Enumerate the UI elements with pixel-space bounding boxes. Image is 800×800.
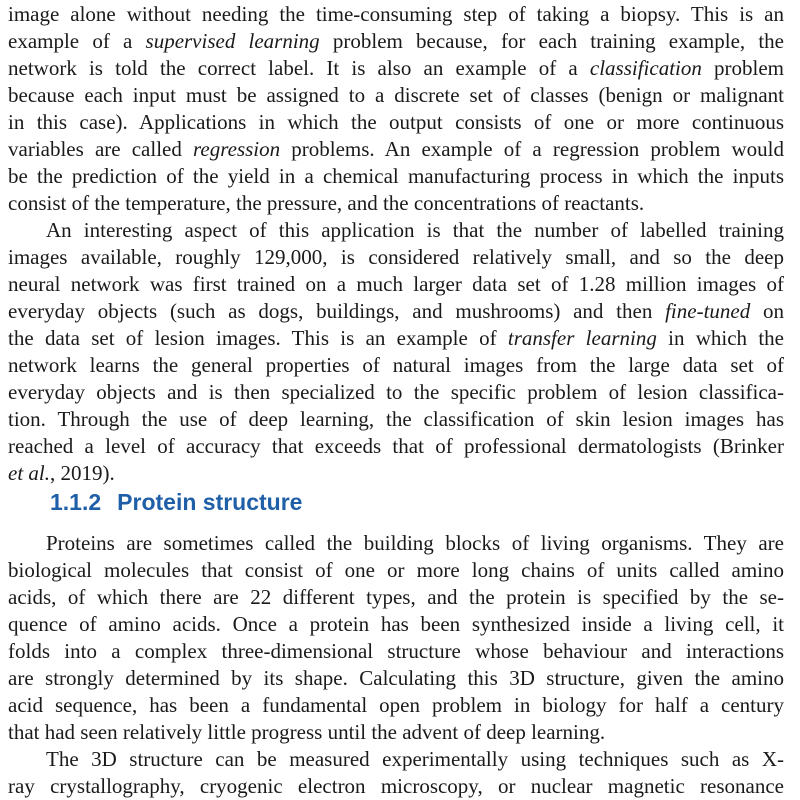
text-line: everyday objects and is then specialized to the specific problem of lesion classifica- [8,380,784,404]
text-line: consist of the temperature, the pressure, and the concentrations of reactants. [8,191,645,215]
text-line: images available, roughly 129,000, is considered relatively small, and so the deep [8,245,784,269]
text-line: quence of amino acids. Once a protein has been synthesized inside a living cell, it [8,612,784,636]
text-line: everyday objects (such as dogs, buildings, and mushrooms) and then fine-tuned on [8,299,784,323]
section-heading [50,487,302,517]
emphasized-term: regression [193,137,281,161]
text-line: example of a supervised learning problem because, for each training example, the [8,29,784,53]
text-line: tion. Through the use of deep learning, the classification of skin lesion images has [8,407,784,431]
text-line: variables are called regression problems. An example of a regression problem would [8,137,784,161]
section-title: Protein structure [117,489,303,515]
text-line: that had seen relatively little progress until the advent of deep learning. [8,720,606,744]
text-line: because each input must be assigned to a discrete set of classes (benign or malignant [8,83,784,107]
emphasized-term: et al. [8,461,50,485]
paragraph-start-line: An interesting aspect of this application is that the number of labelled training [46,218,784,242]
text-line: image alone without needing the time-consuming step of taking a biopsy. This is an [8,2,784,26]
text-line: network is told the correct label. It is also an example of a classification problem [8,56,785,80]
text-line: network learns the general properties of natural images from the large data set of [8,353,784,377]
text-line: ray crystallography, cryogenic electron microscopy, or nuclear magnetic resonance [8,774,784,798]
paragraph-start-line: The 3D structure can be measured experimentally using techniques such as X- [46,747,784,771]
emphasized-term: supervised learning [145,29,320,53]
emphasized-term: transfer learning [507,326,657,350]
text-line: be the prediction of the yield in a chemical manufacturing process in which the inputs [8,164,784,188]
emphasized-term: classification [589,56,702,80]
emphasized-term: fine-tuned [665,299,751,323]
paragraph-start-line: Proteins are sometimes called the building blocks of living organisms. They are [46,531,784,555]
section-number: 1.1.2 [50,489,102,515]
text-line: acids, of which there are 22 different types, and the protein is specified by the se- [8,585,784,609]
text-line: biological molecules that consist of one or more long chains of units called amino [8,558,784,582]
text-line: the data set of lesion images. This is an example of transfer learning in which the [8,326,784,350]
text-line: acid sequence, has been a fundamental open problem in biology for half a century [8,693,784,717]
text-line: et al., 2019). [8,461,115,485]
text-line: in this case). Applications in which the output consists of one or more continuous [8,110,784,134]
text-line: are strongly determined by its shape. Calculating this 3D structure, given the amino [8,666,784,690]
text-line: folds into a complex three-dimensional structure whose behaviour and interactions [8,639,784,663]
text-line: reached a level of accuracy that exceeds that of professional dermatologists (Brinker [8,434,784,458]
text-line: neural network was first trained on a much larger data set of 1.28 million images of [8,272,784,296]
